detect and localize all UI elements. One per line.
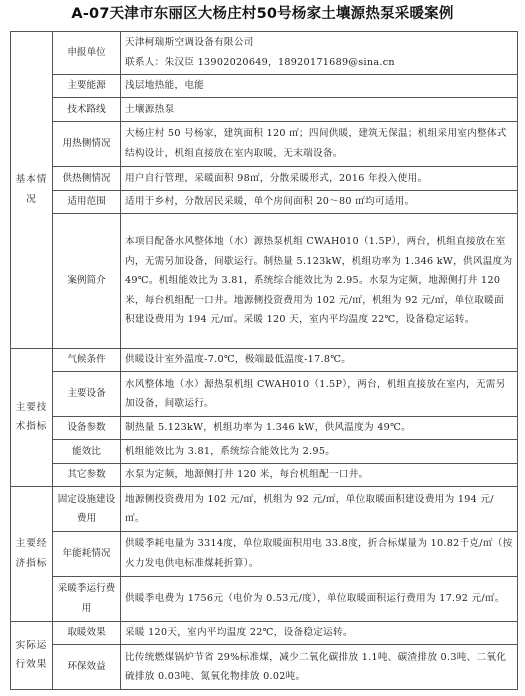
row-value-tech-route: 土壤源热泵	[121, 98, 518, 121]
table-row	[11, 372, 518, 417]
table-row	[11, 32, 518, 75]
row-key-applicant: 申报单位	[53, 32, 121, 75]
table-row	[11, 121, 518, 167]
table-row	[11, 645, 518, 690]
row-value-heating-effect: 采暖 120天，室内平均温度 22℃，设备稳定运转。	[121, 621, 518, 644]
row-key-efficiency: 能效比	[53, 440, 121, 463]
row-key-heat-user-side: 用热侧情况	[53, 121, 121, 167]
row-value-main-energy: 浅层地热能，电能	[121, 74, 518, 97]
row-key-equipment-params: 设备参数	[53, 416, 121, 439]
row-value-heat-user-side: 大杨庄村 50 号杨家，建筑面积 120 ㎡；四间供暖，建筑无保温；机组采用室内整体式结构设计，机组直接放在室内取暖，无末端设备。	[121, 121, 518, 167]
case-table	[10, 31, 518, 690]
row-key-case-summary: 案例简介	[53, 214, 121, 348]
table-row	[11, 190, 518, 213]
row-key-climate: 气候条件	[53, 348, 121, 371]
row-value-climate: 供暖设计室外温度-7.0℃，极端最低温度-17.8℃。	[121, 348, 518, 371]
row-key-annual-energy: 年能耗情况	[53, 532, 121, 577]
section-label-basic: 基本情况	[11, 32, 53, 349]
table-row	[11, 576, 518, 621]
row-value-scope: 适用于乡村，分散居民采暖，单个房间面积 20～80 ㎡均可适用。	[121, 190, 518, 213]
table-row	[11, 214, 518, 348]
table-row	[11, 74, 518, 97]
section-label-economic: 主要经济指标	[11, 487, 53, 621]
row-key-heat-supply-side: 供热侧情况	[53, 167, 121, 190]
row-value-equipment-params: 制热量 5.123kW，机组功率为 1.346 kW，供风温度为 49℃。	[121, 416, 518, 439]
row-key-main-energy: 主要能源	[53, 74, 121, 97]
row-key-main-equipment: 主要设备	[53, 372, 121, 417]
table-row	[11, 463, 518, 486]
table-row	[11, 532, 518, 577]
row-key-fixed-cost: 固定设施建设费用	[53, 487, 121, 532]
section-label-operation: 实际运行效果	[11, 621, 53, 689]
table-row	[11, 348, 518, 371]
row-value-fixed-cost: 地源侧投资费用为 102 元/㎡，机组为 92 元/㎡，单位取暖面积建设费用为 194 元/㎡。	[121, 487, 518, 532]
row-value-annual-energy: 供暖季耗电量为 3314度，单位取暖面积用电 33.8度，折合标煤量为 10.82千克/㎡（按火力发电供电标准煤耗折算）。	[121, 532, 518, 577]
table-row	[11, 440, 518, 463]
row-key-tech-route: 技术路线	[53, 98, 121, 121]
row-key-environmental-benefit: 环保效益	[53, 645, 121, 690]
row-value-applicant: 天津柯瑞斯空调设备有限公司 联系人：朱汉臣 13902020649，18920171689@sina.cn	[121, 32, 518, 75]
row-value-heat-supply-side: 用户自行管理，采暖面积 98㎡，分散采暖形式，2016 年投入使用。	[121, 167, 518, 190]
table-row	[11, 487, 518, 532]
table-row	[11, 621, 518, 644]
row-value-other-params: 水泵为定频，地源侧打井 120 米，每台机组配一口井。	[121, 463, 518, 486]
page-title: A-07天津市东丽区大杨庄村50号杨家土壤源热泵采暖案例	[71, 6, 454, 22]
row-value-main-equipment: 水风整体地（水）源热泵机组 CWAH010（1.5P），两台，机组直接放在室内，无需另加设备，间歇运行。	[121, 372, 518, 417]
table-row	[11, 416, 518, 439]
row-key-other-params: 其它参数	[53, 463, 121, 486]
row-key-operating-cost: 采暖季运行费用	[53, 576, 121, 621]
section-label-technical: 主要技术指标	[11, 348, 53, 487]
row-key-scope: 适用范围	[53, 190, 121, 213]
row-value-operating-cost: 供暖季电费为 1756元（电价为 0.53元/度），单位取暖面积运行费用为 17.92 元/㎡。	[121, 576, 518, 621]
row-value-efficiency: 机组能效比为 3.81，系统综合能效比为 2.95。	[121, 440, 518, 463]
table-row	[11, 167, 518, 190]
row-value-environmental-benefit: 比传统燃煤锅炉节省 29%标准煤，减少二氧化碳排放 1.1吨、碳渣排放 0.3吨、二氧化硫排放 0.03吨、氮氧化物排放 0.02吨。	[121, 645, 518, 690]
row-value-case-summary: 本项目配备水风整体地（水）源热泵机组 CWAH010（1.5P），两台，机组直接放在室内，无需另加设备，间歇运行。制热量 5.123kW，机组功率为 1.346 kW，供风温度为 49℃。机组能效比为 3.81，系统综合能效比为 2.95。水泵为定频，地源侧打井 120 米，每台机组配一口井。地源侧投资费用为 102 元/㎡，机组为 92 元/㎡，单位取暖面积建设费用为 194 元/㎡。采暖 120 天，室内平均温度 22℃，设备稳定运转。	[121, 214, 518, 348]
table-row	[11, 98, 518, 121]
row-key-heating-effect: 取暖效果	[53, 621, 121, 644]
